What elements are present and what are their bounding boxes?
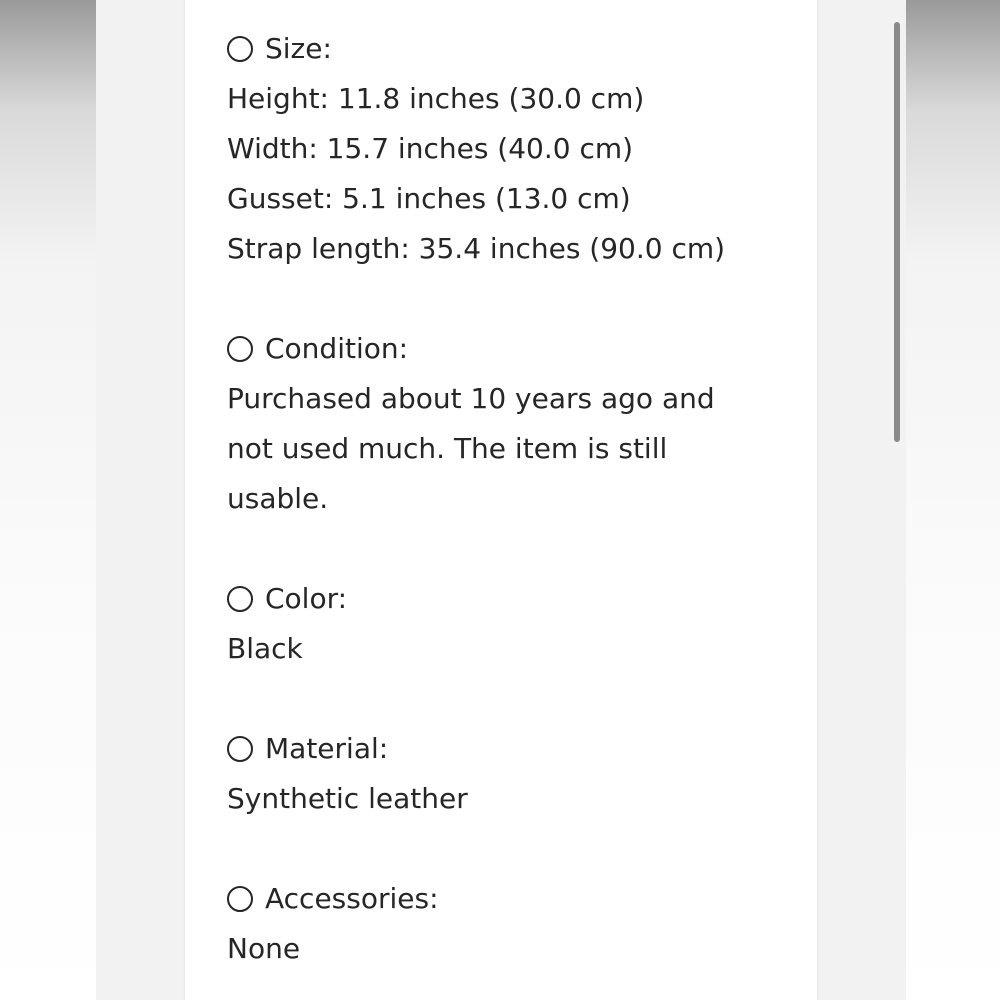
accessories-heading [227,874,807,924]
accessories-section [227,874,807,974]
material-value: Synthetic leather [227,782,468,815]
color-value: Black [227,632,303,665]
left-background [0,0,96,1000]
width-line: Width: 15.7 inches (40.0 cm) [227,132,634,165]
circle-bullet-icon [227,36,253,62]
size-label: Size: [265,32,332,65]
item-description [227,24,807,974]
condition-heading [227,324,807,374]
scrollbar-thumb[interactable] [894,22,900,442]
color-section [227,574,807,674]
material-label: Material: [265,732,389,765]
material-section [227,724,807,824]
condition-label: Condition: [265,332,409,365]
circle-bullet-icon [227,736,253,762]
accessories-value: None [227,932,301,965]
phone-screen [96,0,906,1000]
strap-length-line: Strap length: 35.4 inches (90.0 cm) [227,232,726,265]
condition-text: Purchased about 10 years ago and not used much. The item is still usable. [227,382,715,515]
size-heading [227,24,807,74]
condition-section [227,324,807,524]
circle-bullet-icon [227,886,253,912]
description-card [185,0,817,1000]
color-label: Color: [265,582,348,615]
color-heading [227,574,807,624]
right-background [906,0,1000,1000]
circle-bullet-icon [227,586,253,612]
accessories-label: Accessories: [265,882,439,915]
size-section [227,24,807,274]
gusset-line: Gusset: 5.1 inches (13.0 cm) [227,182,631,215]
circle-bullet-icon [227,336,253,362]
height-line: Height: 11.8 inches (30.0 cm) [227,82,645,115]
material-heading [227,724,807,774]
